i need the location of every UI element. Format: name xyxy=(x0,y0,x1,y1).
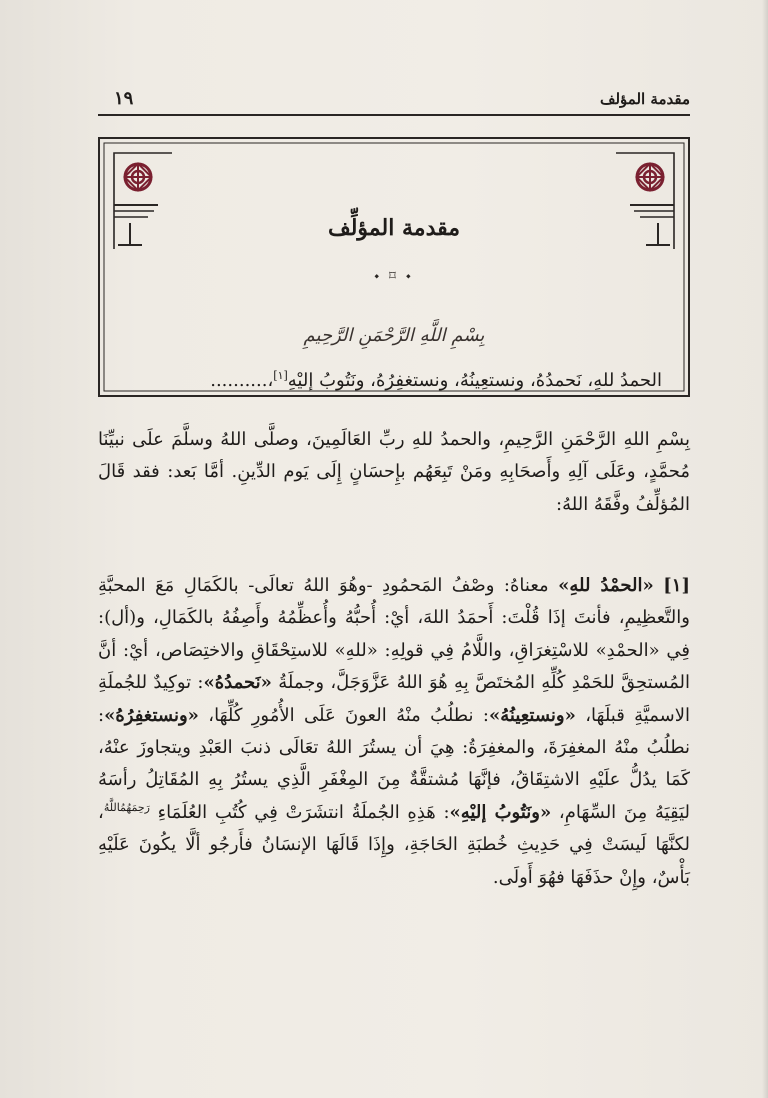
term-nastaeenuhu: «ونستعِينُهُ» xyxy=(488,704,576,726)
basmala-calligraphy: بِسْمِ اللَّهِ الرَّحْمَنِ الرَّحِيمِ xyxy=(303,325,485,346)
commentary-text-6: ، لكنَّهَا لَيسَتْ فِي حَدِيثِ خُطبَةِ الحَاجَةِ، وإِذَا قَالَهَا الإنسَانُ فأَرجُو ألَّا يكُونَ عَلَيْهِ بَأْسٌ، وإِنْ حذَفَهَا فهُوَ أَولَى. xyxy=(98,801,690,888)
commentary-text-1: معناهُ: وصْفُ المَحمُودِ -وهُوَ اللهُ تعالَى- بالكَمَالِ مَعَ المحبَّةِ والتَّعظِيمِ، فأنتَ إذَا قُلْتَ: أَحمَدُ اللهَ، أيْ: أُحبُّهُ وأُعظِّمُهُ وأَصِفُهُ بالكَمَالِ، و(أل): فِي «الحمْدِ» للاسْتِغرَاقِ، واللَّامُ فِي قولِهِ: «للهِ» للاستِحْقَاقِ والاختِصَاص، أيْ: أنَّ المُستحِقَّ للحَمْدِ كُلِّهِ المُختَصَّ بِهِ هُوَ اللهُ عَزَّوَجَلَّ، وجملَةُ xyxy=(98,575,690,694)
intro-paragraph: بِسْمِ اللهِ الرَّحْمَنِ الرَّحِيمِ، والحمدُ للهِ ربِّ العَالَمِينَ، وصلَّى اللهُ وسلَّمَ علَى نبيِّنَا مُحمَّدٍ، وعَلَى آلِهِ وأَصحَابِهِ ومَنْ تَبِعَهُم بإِحسَانٍ إِلَى يَوم الدِّينِ. أمَّا بَعد: فقد قَالَ المُؤلِّفُ وفَّقَهُ اللهُ: xyxy=(98,429,690,515)
running-header xyxy=(98,90,690,118)
knot-ornament-left-icon xyxy=(125,164,152,191)
header-rule xyxy=(98,114,690,116)
ornamental-frame xyxy=(98,137,690,397)
chapter-title: مقدمة المؤلِّف xyxy=(327,215,461,241)
separator-ornament-icon: ⬩ ⌑ ⬩ xyxy=(374,269,414,284)
term-natubu-ilayh: «ونَتُوبُ إليْهِ» xyxy=(449,801,552,823)
commentary-paragraph xyxy=(98,570,690,894)
commentary-text-3: : نطلُبُ منْهُ العونَ عَلَى الأُمُورِ كُلِّهَا، xyxy=(198,704,489,726)
page-edge-shadow xyxy=(762,0,768,1098)
honorific-glyph: رَحِمَهُمُاللَّهُ xyxy=(103,800,150,814)
commentary-ref: [١] xyxy=(663,575,690,596)
opening-praise-line xyxy=(98,369,662,391)
footnote-marker: [١] xyxy=(273,369,288,382)
knot-ornament-right-icon xyxy=(637,164,664,191)
running-title: مقدمة المؤلف xyxy=(599,90,690,108)
term-nahmaduhu: «نَحمدُهُ» xyxy=(203,672,272,694)
commentary-text-4: : نطلُبُ منْهُ المغفِرَةَ، والمغفِرَةُ: هِيَ أن يستُرَ اللهُ تعَالَى ذنبَ العَبْدِ ويتجاوزَ عنْهُ، كَمَا يدُلُّ علَيْهِ الاشتِقَاقُ، فإنَّهَا مُشتقَّةٌ مِنَ المِغْفَرِ الَّذِي يستُرُ بِهِ المُقَاتِلُ رأسَهُ ليَقِيَهُ مِنَ السِّهَامِ، xyxy=(98,704,691,823)
chapter-title-box xyxy=(98,137,690,397)
opening-praise-text: الحمدُ للهِ، نَحمدُهُ، ونستعِينُهُ، ونستغفِرُهُ، ونَتُوبُ إليْهِ xyxy=(287,370,662,391)
commentary-text-5: : هَذِهِ الجُملَةُ انتشَرَتْ فِي كُتُبِ العُلَمَاءِ xyxy=(149,801,450,823)
term-nastaghfiruhu: «ونستغفِرُهُ» xyxy=(104,704,199,726)
ellipsis-leaders: ،.......... xyxy=(210,370,274,391)
page-number: ١٩ xyxy=(114,88,134,109)
term-hamd: «الحمْدُ للهِ» xyxy=(558,575,654,596)
commentary-text-2: : توكِيدٌ للجُملَةِ الاسميَّةِ قبلَهَا، xyxy=(98,672,690,726)
